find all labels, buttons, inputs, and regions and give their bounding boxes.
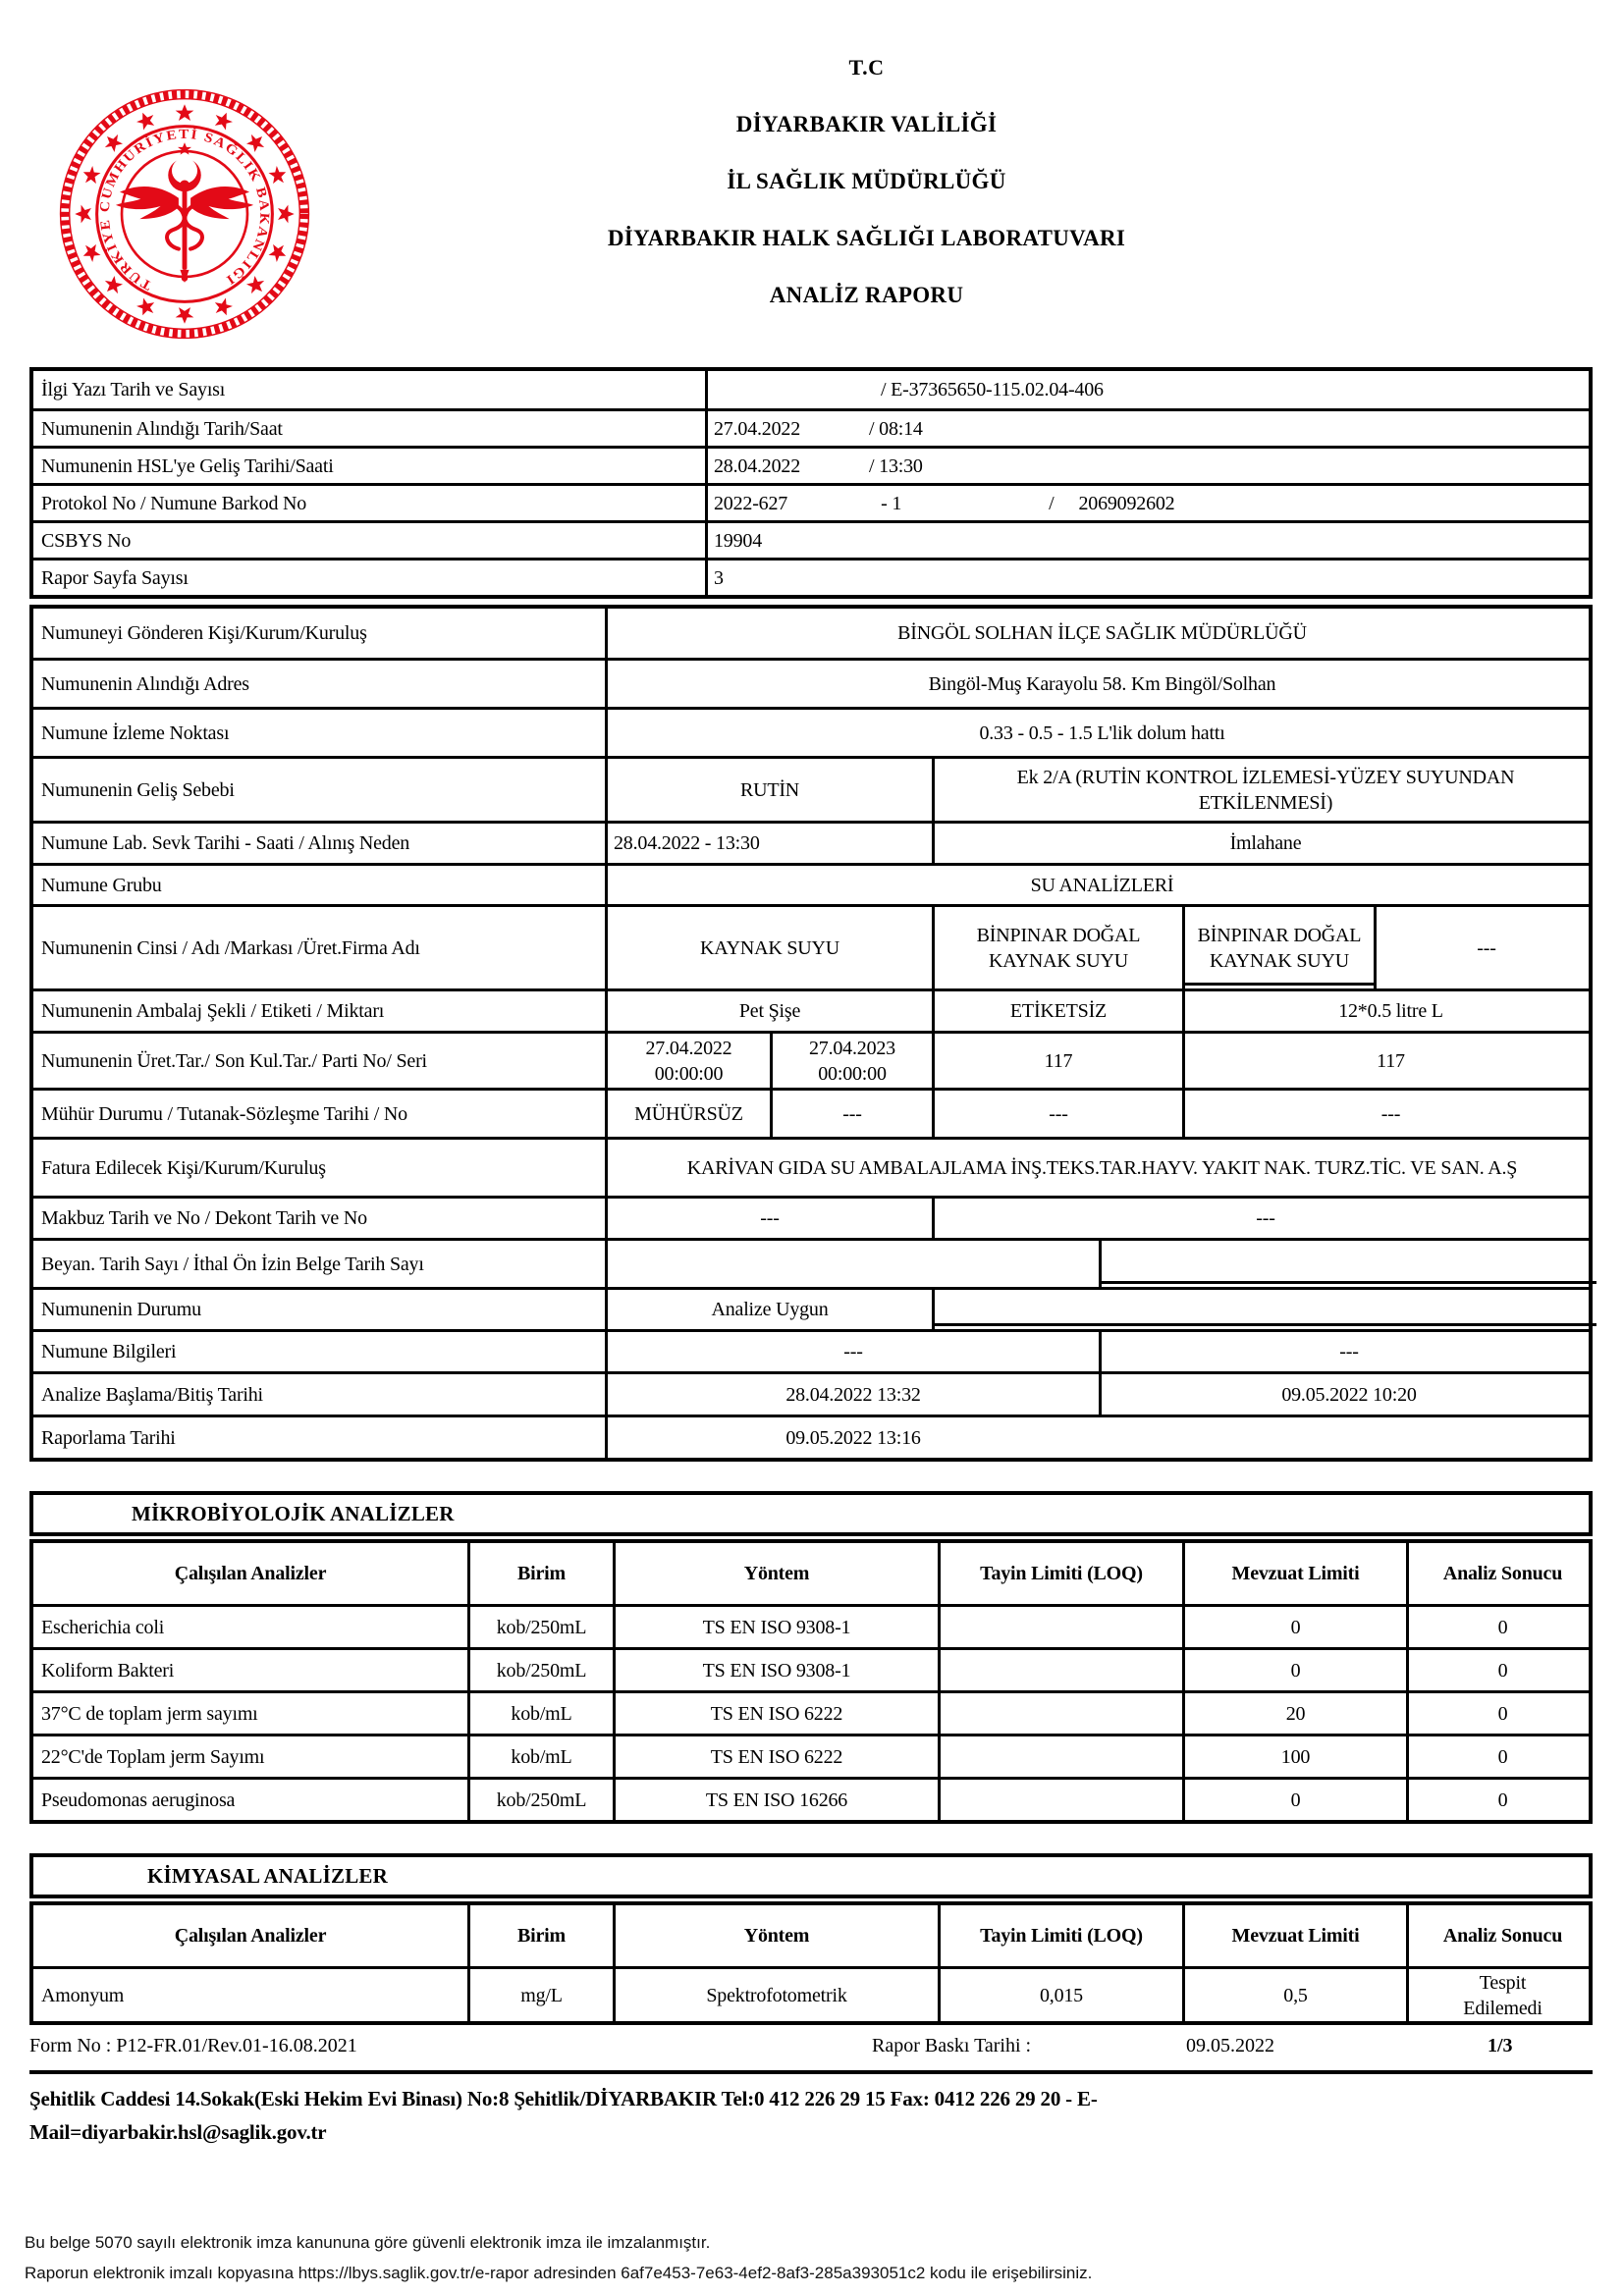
row-value: 27.04.2022 / 08:14 xyxy=(705,411,1596,446)
analyte-method: TS EN ISO 6222 xyxy=(613,1736,938,1777)
row-label: Numunenin Cinsi / Adı /Markası /Üret.Firma Adı xyxy=(41,936,420,959)
analyte-limit: 0 xyxy=(1182,1607,1406,1647)
analyte-unit: mg/L xyxy=(467,1969,613,2021)
table-row xyxy=(33,904,1589,988)
row-value: 117 xyxy=(932,1034,1182,1088)
column-header: Çalışılan Analizler xyxy=(174,1563,327,1584)
column-header: Yöntem xyxy=(613,1905,938,1966)
table-row xyxy=(33,446,1589,483)
row-label: Numunenin Alındığı Adres xyxy=(41,672,249,695)
analyte-loq: 0,015 xyxy=(938,1969,1182,2021)
row-value: 27.04.2022 00:00:00 xyxy=(605,1034,770,1088)
row-label: Rapor Sayfa Sayısı xyxy=(41,566,189,589)
footer-divider xyxy=(29,2070,1593,2074)
row-value: / E-37365650-115.02.04-406 xyxy=(705,371,1596,408)
column-header: Çalışılan Analizler xyxy=(174,1925,327,1947)
table-row xyxy=(33,609,1589,658)
row-value: 0.33 - 0.5 - 1.5 L'lik dolum hattı xyxy=(605,710,1596,756)
analyte-result: 0 xyxy=(1406,1607,1596,1647)
table-row xyxy=(33,707,1589,756)
header-line-tc: T.C xyxy=(848,55,885,80)
row-label: Analize Başlama/Bitiş Tarihi xyxy=(41,1383,263,1406)
row-value xyxy=(1099,1241,1596,1287)
document-info-table xyxy=(29,367,1593,599)
row-value-empty xyxy=(1099,1417,1596,1458)
print-date-label: Rapor Baskı Tarihi : xyxy=(872,2035,1032,2056)
row-label: Mühür Durumu / Tutanak-Sözleşme Tarihi / No xyxy=(41,1102,407,1125)
table-row xyxy=(33,1329,1589,1371)
table-row xyxy=(33,483,1589,520)
analyte-unit: kob/250mL xyxy=(467,1650,613,1690)
row-value: ETİKETSİZ xyxy=(932,991,1182,1031)
analyte-method: Spektrofotometrik xyxy=(613,1969,938,2021)
row-value: KARİVAN GIDA SU AMBALAJLAMA İNŞ.TEKS.TAR.HAYV. YAKIT NAK. TURZ.TİC. VE SAN. A.Ş xyxy=(605,1140,1596,1196)
row-label: Numunenin Ambalaj Şekli / Etiketi / Miktarı xyxy=(41,1000,385,1022)
analysis-row xyxy=(33,1777,1589,1820)
table-row xyxy=(33,520,1589,558)
row-label: Protokol No / Numune Barkod No xyxy=(41,492,307,514)
footer-meta-row xyxy=(29,2033,1593,2064)
column-header: Tayin Limiti (LOQ) xyxy=(938,1543,1182,1604)
row-value: Analize Uygun xyxy=(605,1290,932,1329)
analyte-unit: kob/250mL xyxy=(467,1780,613,1820)
row-value: 19904 xyxy=(705,523,1596,558)
analyte-limit: 0 xyxy=(1182,1650,1406,1690)
micro-section-title: MİKROBİYOLOJİK ANALİZLER xyxy=(29,1491,1593,1536)
column-header: Mevzuat Limiti xyxy=(1182,1905,1406,1966)
chem-analysis-table xyxy=(29,1901,1593,2025)
analyte-name: Amonyum xyxy=(41,1984,125,2006)
column-header: Yöntem xyxy=(613,1543,938,1604)
row-value: --- xyxy=(1374,907,1596,988)
table-row xyxy=(33,863,1589,904)
analyte-method: TS EN ISO 9308-1 xyxy=(613,1650,938,1690)
table-row xyxy=(33,988,1589,1031)
analyte-limit: 0,5 xyxy=(1182,1969,1406,2021)
esignature-notes xyxy=(25,2227,1092,2288)
row-value: RUTİN xyxy=(605,759,932,821)
analysis-row xyxy=(33,1966,1589,2021)
row-label: Beyan. Tarih Sayı / İthal Ön İzin Belge Tarih Sayı xyxy=(41,1253,424,1275)
analyte-result: 0 xyxy=(1406,1650,1596,1690)
row-value: --- xyxy=(1099,1332,1596,1371)
esign-note-1: Bu belge 5070 sayılı elektronik imza kanununa göre güvenli elektronik imza ile imzalanmıştır. xyxy=(25,2233,711,2252)
row-value: --- xyxy=(605,1332,1099,1371)
row-label: Makbuz Tarih ve No / Dekont Tarih ve No xyxy=(41,1207,367,1229)
table-header-row xyxy=(33,1543,1589,1604)
row-label: Numune Lab. Sevk Tarihi - Saati / Alınış Neden xyxy=(41,832,410,854)
laboratory-address: Şehitlik Caddesi 14.Sokak(Eski Hekim Evi Binası) No:8 Şehitlik/DİYARBAKIR Tel:0 412 226 29 15 Fax: 0412 226 29 20 - E-Mail=diyarbakir.hsl@saglik.gov.tr xyxy=(29,2087,1098,2144)
analyte-loq xyxy=(938,1607,1182,1647)
row-value: 2022-627 - 1 / 2069092602 xyxy=(705,486,1596,520)
column-header: Birim xyxy=(467,1543,613,1604)
seal-ring-text: TÜRKİYE CUMHURİYETİ SAĞLIK BAKANLIĞI xyxy=(96,126,273,294)
analyte-result: 0 xyxy=(1406,1736,1596,1777)
table-row xyxy=(33,558,1589,595)
column-header: Analiz Sonucu xyxy=(1406,1543,1596,1604)
row-label: Numunenin Üret.Tar./ Son Kul.Tar./ Parti No/ Seri xyxy=(41,1049,427,1072)
row-value xyxy=(932,1290,1596,1329)
analysis-row xyxy=(33,1647,1589,1690)
row-label: Numunenin Geliş Sebebi xyxy=(41,778,235,801)
column-header: Tayin Limiti (LOQ) xyxy=(938,1905,1182,1966)
row-value: BİNPINAR DOĞAL KAYNAK SUYU xyxy=(932,907,1182,988)
analyte-loq xyxy=(938,1693,1182,1734)
analyte-name: Koliform Bakteri xyxy=(41,1659,175,1682)
analysis-row xyxy=(33,1604,1589,1647)
table-row xyxy=(33,1137,1589,1196)
row-value: 28.04.2022 13:32 xyxy=(605,1374,1099,1415)
analyte-name: 37°C de toplam jerm sayımı xyxy=(41,1702,258,1725)
column-header: Mevzuat Limiti xyxy=(1182,1543,1406,1604)
row-value: --- xyxy=(932,1199,1596,1238)
analyte-limit: 0 xyxy=(1182,1780,1406,1820)
page-number: 1/3 xyxy=(1488,2035,1513,2056)
row-label: İlgi Yazı Tarih ve Sayısı xyxy=(41,379,226,400)
table-header-row xyxy=(33,1905,1589,1966)
table-row xyxy=(33,1415,1589,1458)
row-value: 27.04.2023 00:00:00 xyxy=(770,1034,932,1088)
analysis-row xyxy=(33,1734,1589,1777)
row-value: --- xyxy=(770,1091,932,1137)
sample-info-table xyxy=(29,605,1593,1462)
table-row xyxy=(33,658,1589,707)
row-value: BİNGÖL SOLHAN İLÇE SAĞLIK MÜDÜRLÜĞÜ xyxy=(605,609,1596,658)
analyte-name: Escherichia coli xyxy=(41,1616,165,1638)
row-value: Bingöl-Muş Karayolu 58. Km Bingöl/Solhan xyxy=(605,661,1596,707)
row-value: İmlahane xyxy=(932,824,1596,863)
header-line-governorship: DİYARBAKIR VALİLİĞİ xyxy=(735,112,998,136)
chem-section-title: KİMYASAL ANALİZLER xyxy=(29,1853,1593,1898)
row-value: 12*0.5 litre L xyxy=(1182,991,1596,1031)
row-value: --- xyxy=(932,1091,1182,1137)
analyte-method: TS EN ISO 9308-1 xyxy=(613,1607,938,1647)
report-header xyxy=(0,39,1623,324)
analyte-result: 0 xyxy=(1406,1693,1596,1734)
row-label: Numunenin HSL'ye Geliş Tarihi/Saati xyxy=(41,454,334,477)
header-line-laboratory: DİYARBAKIR HALK SAĞLIĞI LABORATUVARI xyxy=(607,226,1126,250)
analyte-unit: kob/mL xyxy=(467,1693,613,1734)
analyte-loq xyxy=(938,1736,1182,1777)
row-value: Pet Şişe xyxy=(605,991,932,1031)
row-value xyxy=(605,1241,1099,1287)
row-label: Numune İzleme Noktası xyxy=(41,721,230,744)
print-date-value: 09.05.2022 xyxy=(1186,2035,1274,2056)
table-row xyxy=(33,408,1589,446)
table-row xyxy=(33,1287,1589,1329)
row-value: KAYNAK SUYU xyxy=(605,907,932,988)
table-row xyxy=(33,756,1589,821)
row-value: 28.04.2022 - 13:30 xyxy=(605,824,932,863)
table-row xyxy=(33,1371,1589,1415)
row-value: 117 xyxy=(1182,1034,1596,1088)
column-header: Analiz Sonucu xyxy=(1406,1905,1596,1966)
row-label: Raporlama Tarihi xyxy=(41,1426,176,1449)
row-value: --- xyxy=(605,1199,932,1238)
row-value: Ek 2/A (RUTİN KONTROL İZLEMESİ-YÜZEY SUYUNDAN ETKİLENMESİ) xyxy=(932,759,1596,821)
esign-note-2: Raporun elektronik imzalı kopyasına https://lbys.saglik.gov.tr/e-rapor adresinden 6af7e453-7e63-4ef2-8af3-285a393051c2 kodu ile erişebilirsiniz. xyxy=(25,2264,1093,2282)
row-label: Numunenin Durumu xyxy=(41,1299,201,1320)
analyte-result: 0 xyxy=(1406,1780,1596,1820)
row-label: Numune Grubu xyxy=(41,874,162,896)
row-label: Fatura Edilecek Kişi/Kurum/Kuruluş xyxy=(41,1156,326,1179)
analyte-limit: 100 xyxy=(1182,1736,1406,1777)
header-line-report-type: ANALİZ RAPORU xyxy=(769,283,964,307)
table-row xyxy=(33,821,1589,863)
analyte-unit: kob/250mL xyxy=(467,1607,613,1647)
analyte-method: TS EN ISO 16266 xyxy=(613,1780,938,1820)
analysis-row xyxy=(33,1690,1589,1734)
row-label: Numune Bilgileri xyxy=(41,1341,177,1362)
row-value: BİNPINAR DOĞAL KAYNAK SUYU xyxy=(1182,907,1374,988)
row-value: 09.05.2022 10:20 xyxy=(1099,1374,1596,1415)
row-label: CSBYS No xyxy=(41,529,132,552)
table-row xyxy=(33,371,1589,408)
analyte-loq xyxy=(938,1780,1182,1820)
row-value: 09.05.2022 13:16 xyxy=(605,1417,1099,1458)
analyte-loq xyxy=(938,1650,1182,1690)
analyte-name: 22°C'de Toplam jerm Sayımı xyxy=(41,1745,265,1768)
table-row xyxy=(33,1031,1589,1088)
table-row xyxy=(33,1088,1589,1137)
row-value: MÜHÜRSÜZ xyxy=(605,1091,770,1137)
analyte-method: TS EN ISO 6222 xyxy=(613,1693,938,1734)
form-number: Form No : P12-FR.01/Rev.01-16.08.2021 xyxy=(29,2035,357,2056)
analyte-name: Pseudomonas aeruginosa xyxy=(41,1789,236,1811)
analyte-unit: kob/mL xyxy=(467,1736,613,1777)
row-label: Numunenin Alındığı Tarih/Saat xyxy=(41,417,283,440)
row-label: Numuneyi Gönderen Kişi/Kurum/Kuruluş xyxy=(41,622,367,644)
micro-analysis-table xyxy=(29,1539,1593,1824)
analyte-limit: 20 xyxy=(1182,1693,1406,1734)
row-value: --- xyxy=(1182,1091,1596,1137)
table-row xyxy=(33,1196,1589,1238)
analyte-result: Tespit Edilemedi xyxy=(1406,1969,1596,2021)
header-line-directorate: İL SAĞLIK MÜDÜRLÜĞÜ xyxy=(727,169,1006,193)
column-header: Birim xyxy=(467,1905,613,1966)
row-value: 28.04.2022 / 13:30 xyxy=(705,449,1596,483)
row-value: 3 xyxy=(705,561,1596,595)
table-row xyxy=(33,1238,1589,1287)
row-value: SU ANALİZLERİ xyxy=(605,866,1596,904)
